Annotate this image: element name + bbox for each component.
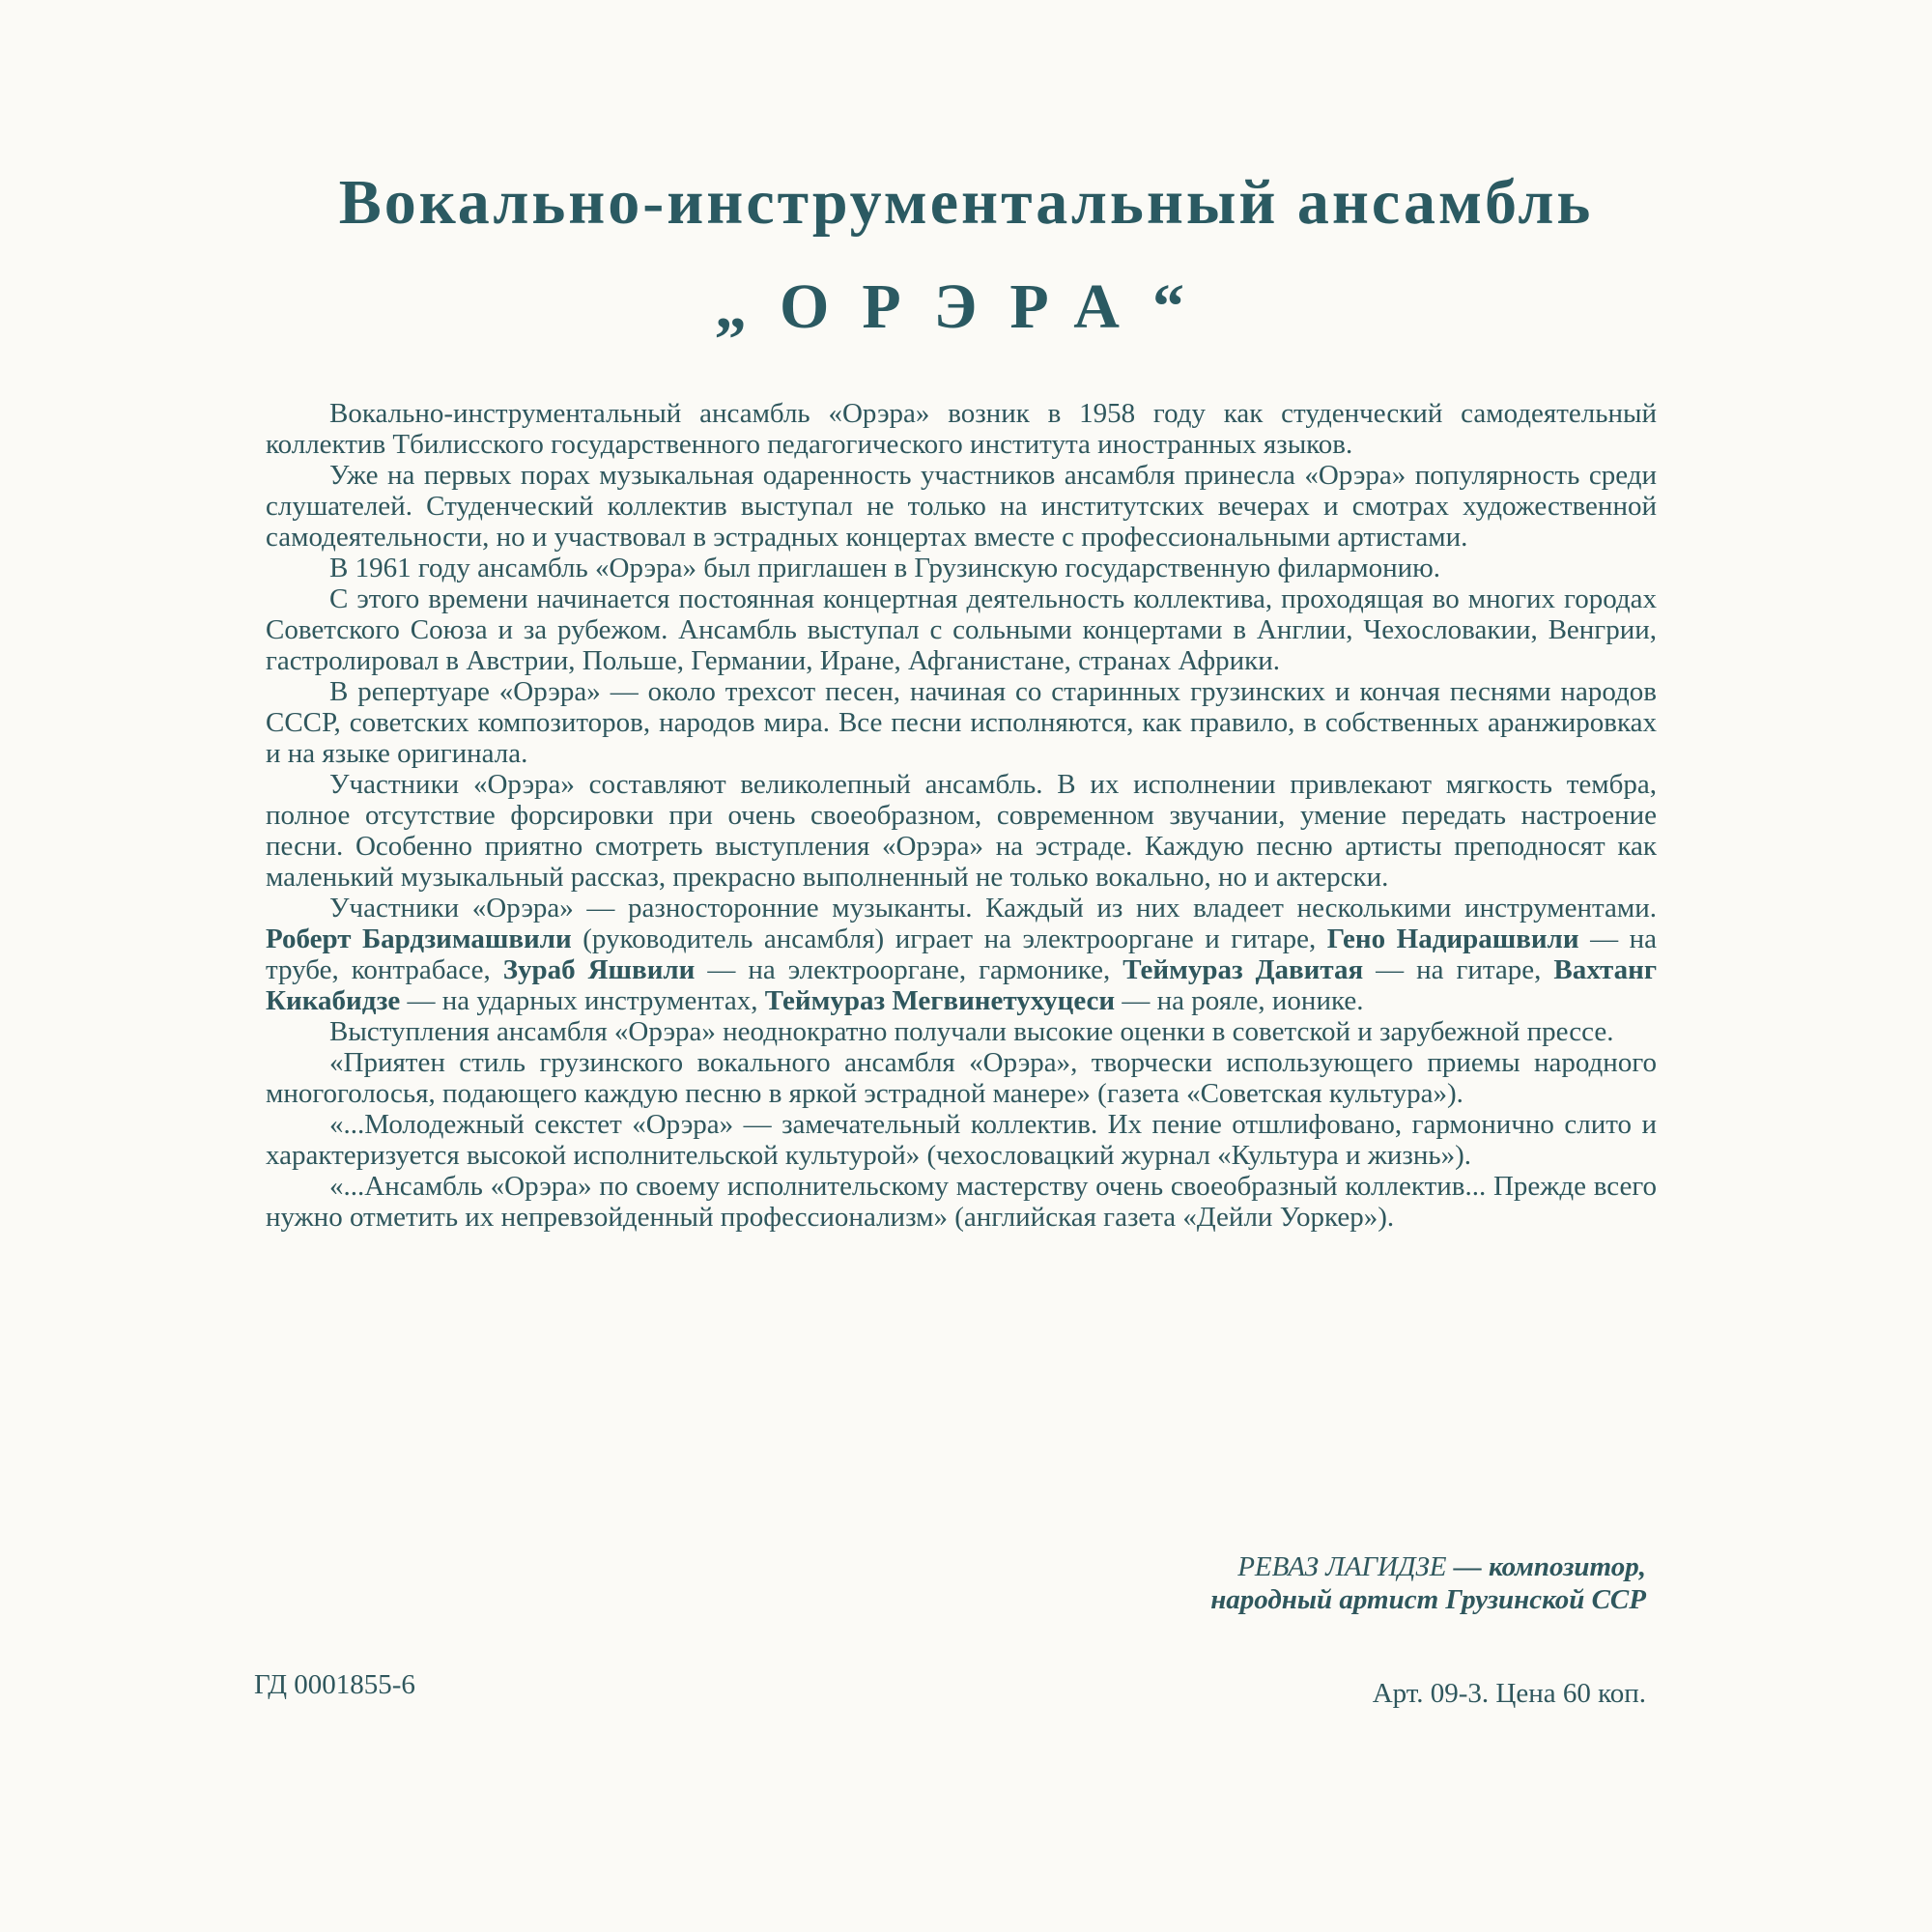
- page-title: Вокально-инструментальный ансамбль: [338, 167, 1594, 238]
- member-name: Зураб Яшвили: [502, 954, 696, 985]
- member-name: Теймураз Мегвинетухуцеси: [764, 985, 1116, 1016]
- member-role: (руководитель ансамбля) играет на электрооргане и гитаре,: [582, 923, 1317, 954]
- paragraph: В 1961 году ансамбль «Орэра» был приглашен в Грузинскую государственную филармонию.: [329, 553, 1441, 583]
- ensemble-name: „ОРЭРА“: [715, 271, 1217, 342]
- paragraph: Вокально-инструментальный ансамбль «Орэра» возник в 1958 году как студенческий самодеятельный коллектив Тбилисского государственного педагогического института иностранных языков.: [266, 398, 1657, 460]
- signature: [1210, 1550, 1646, 1616]
- member-name: Роберт Бардзимашвили: [266, 923, 572, 954]
- paragraph-quote: «...Молодежный секстет «Орэра» — замечательный коллектив. Их пение отшлифовано, гармонично слито и характеризуется высокой исполнительской культурой» (чехословацкий журнал «Культура и жизнь»).: [266, 1109, 1657, 1171]
- member-name: Гено Надирашвили: [1326, 923, 1579, 954]
- paragraph: Уже на первых порах музыкальная одаренность участников ансамбля принесла «Орэра» популярность среди слушателей. Студенческий коллектив выступал не только на институтских вечерах и смотрах художественной самодеятельности, но и участвовал в эстрадных концертах вместе с профессиональными артистами.: [266, 460, 1657, 553]
- member-name: Теймураз Давитая: [1122, 954, 1364, 985]
- paragraph-quote: «...Ансамбль «Орэра» по своему исполнительскому мастерству очень своеобразный коллектив... Прежде всего нужно отметить их непревзойденный профессионализм» (английская газета «Дейли Уоркер»).: [266, 1171, 1657, 1233]
- catalog-number: ГД 0001855-6: [254, 1669, 415, 1700]
- paragraph: Выступления ансамбля «Орэра» неоднократно получали высокие оценки в советской и зарубежной прессе.: [329, 1016, 1614, 1047]
- paragraph: Участники «Орэра» составляют великолепный ансамбль. В их исполнении привлекают мягкость тембра, полное отсутствие форсировки при очень своеобразном, современном звучании, умение передать настроение песни. Особенно приятно смотреть выступления «Орэра» на эстраде. Каждую песню артисты преподносят как маленький музыкальный рассказ, прекрасно выполненный не только вокально, но и актерски.: [266, 769, 1657, 893]
- members-intro: Участники «Орэра» — разносторонние музыканты. Каждый из них владеет несколькими инструментами.: [329, 893, 1657, 923]
- member-role: — на электрооргане, гармонике,: [707, 954, 1111, 985]
- paragraph-members: [266, 893, 1657, 1016]
- author-role: — композитор,: [1453, 1551, 1646, 1582]
- article-body: [266, 398, 1657, 1233]
- paragraph: С этого времени начинается постоянная концертная деятельность коллектива, проходящая во многих городах Советского Союза и за рубежом. Ансамбль выступал с сольными концертами в Англии, Чехословакии, Венгрии, гастролировал в Австрии, Польше, Германии, Иране, Афганистане, странах Африки.: [266, 583, 1657, 676]
- paragraph-quote: «Приятен стиль грузинского вокального ансамбля «Орэра», творчески использующего приемы народного многоголосья, подающего каждую песню в яркой эстрадной манере» (газета «Советская культура»).: [266, 1047, 1657, 1109]
- author-title: народный артист Грузинской ССР: [1210, 1584, 1646, 1615]
- member-role: — на ударных инструментах,: [407, 985, 758, 1016]
- member-role: — на рояле, ионике.: [1122, 985, 1364, 1016]
- member-name: Вахтанг Кикабидзе: [266, 954, 1657, 1016]
- author-name: РЕВАЗ ЛАГИДЗЕ: [1237, 1551, 1447, 1582]
- paragraph: В репертуаре «Орэра» — около трехсот песен, начиная со старинных грузинских и кончая песнями народов СССР, советских композиторов, народов мира. Все песни исполняются, как правило, в собственных аранжировках и на языке оригинала.: [266, 676, 1657, 769]
- member-role: — на гитаре,: [1376, 954, 1542, 985]
- member-role: — на трубе, контрабасе,: [266, 923, 1658, 985]
- signature-line-1: [1210, 1550, 1646, 1583]
- price-label: Арт. 09-3. Цена 60 коп.: [1372, 1678, 1646, 1709]
